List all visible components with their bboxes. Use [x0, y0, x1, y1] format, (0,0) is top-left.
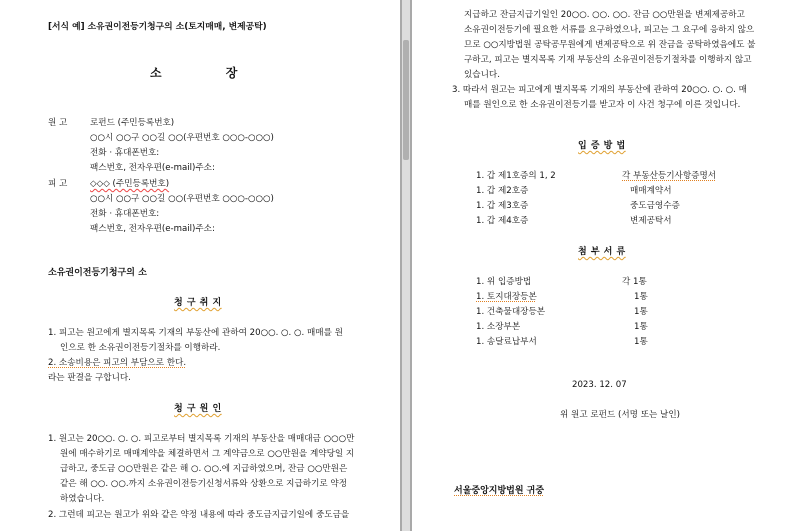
evidence-no: 1. 갑 제4호증: [476, 216, 529, 226]
cause-heading: 청 구 원 인: [174, 404, 222, 414]
cause-cont-line: 있습니다.: [464, 70, 500, 80]
evidence-desc: 매매계약서: [630, 186, 672, 196]
attachment-qty: 1통: [634, 337, 648, 347]
cause-cont-line: 소유권이전등기에 필요한 서류를 요구하였으나, 피고는 그 요구에 응하지 않으: [464, 25, 755, 35]
plaintiff-address: ○○시 ○○구 ○○길 ○○(우편번호 ○○○-○○○): [90, 133, 274, 143]
attachment-qty: 1통: [634, 292, 648, 302]
attachment-name: 1. 소장부본: [476, 322, 521, 332]
cause-line: 같은 해 ○○. ○○.까지 소유권이전등기신청서류와 상환으로 지급하기로 약정: [60, 479, 348, 489]
evidence-no: 1. 갑 제3호증: [476, 201, 529, 211]
evidence-heading: 입 증 방 법: [578, 141, 626, 151]
cause-line: 급하고, 중도금 ○○만원은 같은 해 ○. ○○.에 지급하였으며, 잔금 ○○만원은: [60, 464, 348, 474]
evidence-desc: 중도금영수증: [630, 201, 680, 211]
court-name: 서울중앙지방법원 귀중: [454, 486, 545, 496]
attachment-name: 1. 위 입증방법: [476, 277, 532, 287]
purpose-line: 1. 피고는 원고에게 별지목록 기재의 부동산에 관하여 20○○. ○. ○. 매매를 원: [48, 328, 343, 338]
defendant-name: ◇◇◇ (주민등록번호): [90, 179, 170, 189]
case-name: 소유권이전등기청구의 소: [48, 268, 147, 278]
cause-cont-line: 구하고, 피고는 별지목록 기재 부동산의 소유권이전등기절차를 이행하지 않고: [464, 55, 752, 65]
document-title: 소 장: [150, 66, 238, 80]
attachment-qty: 각 1통: [622, 277, 647, 287]
cause-line: 원에 매수하기로 매매계약을 체결하면서 그 계약금으로 ○○만원을 계약당일 지: [60, 449, 355, 459]
defendant-label: 피 고: [48, 179, 68, 189]
purpose-line: 인으로 한 소유권이전등기절차를 이행하라.: [60, 343, 221, 353]
evidence-no: 1. 갑 제2호증: [476, 186, 529, 196]
cause-cont-line: 매를 원인으로 한 소유권이전등기를 받고자 이 사건 청구에 이른 것입니다.: [464, 100, 741, 110]
evidence-desc: 각 부동산등기사항증명서: [622, 171, 717, 181]
attachment-qty: 1통: [634, 307, 648, 317]
cause-cont-line: 므로 ○○지방법원 공탁공무원에게 변제공탁으로 위 잔금을 공탁하였음에도 불: [464, 40, 756, 50]
plaintiff-fax: 팩스번호, 전자우편(e-mail)주소:: [90, 163, 215, 173]
cause-line: 2. 그런데 피고는 원고가 위와 같은 약정 내용에 따라 중도금지급기일에 중도금을: [48, 510, 350, 520]
defendant-fax: 팩스번호, 전자우편(e-mail)주소:: [90, 224, 215, 234]
plaintiff-label: 원 고: [48, 118, 68, 128]
cause-line: 1. 원고는 20○○. ○. ○. 피고로부터 별지목록 기재의 부동산을 매매대금 ○○○만: [48, 434, 355, 444]
attachment-name: 1. 토지대장등본: [476, 292, 537, 302]
defendant-phone: 전화 · 휴대폰번호:: [90, 209, 160, 219]
plaintiff-phone: 전화 · 휴대폰번호:: [90, 148, 160, 158]
attachments-heading: 첨 부 서 류: [578, 247, 626, 257]
plaintiff-name: 로펀드 (주민등록번호): [90, 118, 175, 128]
document-page-right: [412, 0, 800, 531]
form-header: [서식 예] 소유권이전등기청구의 소(토지매매, 변제공탁): [48, 22, 267, 32]
page-gap-scrollbar[interactable]: [402, 0, 410, 531]
purpose-line: 라는 판결을 구합니다.: [48, 373, 131, 383]
evidence-no: 1. 갑 제1호증의 1, 2: [476, 171, 556, 181]
filing-date: 2023. 12. 07: [572, 380, 627, 390]
attachment-name: 1. 송달료납부서: [476, 337, 537, 347]
evidence-desc: 변제공탁서: [630, 216, 672, 226]
cause-cont-line: 3. 따라서 원고는 피고에게 별지목록 기재의 부동산에 관하여 20○○. ○. ○. 매: [452, 85, 747, 95]
purpose-heading: 청 구 취 지: [174, 298, 222, 308]
purpose-line: 2. 소송비용은 피고의 부담으로 한다.: [48, 358, 187, 368]
scrollbar-thumb[interactable]: [403, 40, 409, 160]
cause-line: 하였습니다.: [60, 494, 105, 504]
cause-cont-line: 지급하고 잔금지급기일인 20○○. ○○. ○○. 잔금 ○○만원을 변제제공하고: [464, 10, 745, 20]
signature-line: 위 원고 로펀드 (서명 또는 날인): [560, 410, 680, 420]
defendant-address: ○○시 ○○구 ○○길 ○○(우편번호 ○○○-○○○): [90, 194, 274, 204]
attachment-name: 1. 건축물대장등본: [476, 307, 546, 317]
attachment-qty: 1통: [634, 322, 648, 332]
